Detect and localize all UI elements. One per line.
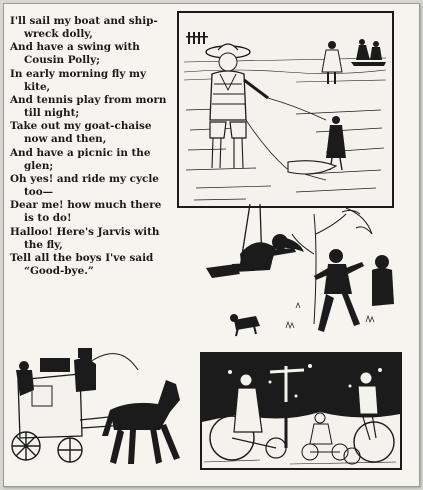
poem-line: In early morning fly my xyxy=(10,67,147,80)
poem-line: now and then, xyxy=(24,133,107,146)
poem-line: And have a swing with xyxy=(10,41,140,54)
poem-line: I'll sail my boat and ship- xyxy=(10,15,158,27)
horse-carriage-illustration xyxy=(10,340,190,470)
poem-line: And have a picnic in the xyxy=(10,146,151,159)
poem-line: Dear me! how much there xyxy=(10,199,162,212)
poem-line: too— xyxy=(24,186,54,199)
poem-line: kite, xyxy=(24,80,51,93)
poem-text xyxy=(10,15,180,278)
poem-line: is to do! xyxy=(24,212,72,225)
book-page xyxy=(3,3,420,487)
poem-line: Take out my goat-chaise xyxy=(10,120,152,133)
poem-line: Oh yes! and ride my cycle xyxy=(10,172,159,185)
poem-line: Tell all the boys I've said xyxy=(10,251,154,264)
poem-line: till night; xyxy=(24,107,80,120)
poem-line: “Good-bye.” xyxy=(24,264,94,277)
poem-line: the fly, xyxy=(24,238,63,251)
boat-sailing-illustration xyxy=(176,10,396,210)
poem-line: Cousin Polly; xyxy=(24,54,100,67)
poem-line: glen; xyxy=(24,159,54,172)
swing-silhouette-illustration xyxy=(196,204,401,339)
poem-line: Halloo! Here's Jarvis with xyxy=(10,225,160,238)
poem-line: And tennis play from morn xyxy=(10,93,167,106)
cyclists-illustration xyxy=(200,352,402,470)
poem-line: wreck dolly, xyxy=(24,28,93,41)
